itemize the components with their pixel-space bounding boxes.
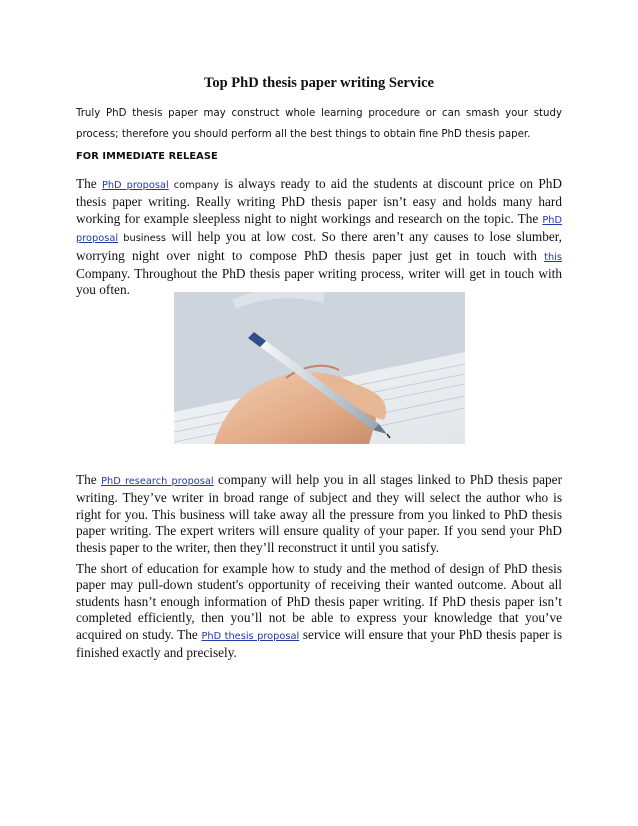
phd-proposal-link-2[interactable]: PhD proposal: [76, 214, 562, 245]
text: is always ready to aid the students at discount price on PhD thesis paper writing. Really writing PhD thesis paper isn’t easy and holds many hard working for example sleepless night to night workings and research on the topic. The: [76, 176, 562, 226]
intro-paragraph: Truly PhD thesis paper may construct whole learning procedure or can smash your study process; therefore you should perform all the best things to obtain fine PhD thesis paper.: [76, 108, 562, 140]
text: Company. Throughout the PhD thesis paper writing process, writer will get in touch with you often.: [76, 266, 562, 298]
text: The: [76, 176, 102, 191]
paragraph-1: [76, 176, 562, 299]
this-link[interactable]: this: [544, 251, 562, 263]
paragraph-3: [76, 561, 562, 661]
text: business: [118, 233, 166, 245]
text: The: [76, 472, 102, 487]
paragraph-2: [76, 472, 562, 556]
text: will help you at low cost. So there aren’t any causes to lose slumber, worrying night over night to compose PhD thesis paper just get in touch with: [76, 229, 562, 263]
document-title: Top PhD thesis paper writing Service: [204, 75, 434, 91]
phd-research-proposal-link[interactable]: PhD research proposal: [101, 476, 214, 487]
text: company will help you in all stages linked to PhD thesis paper writing. They’ve writer in broad range of subject and they will select the author who is right for you. This business will take away all the pressure from you linked to PhD thesis paper writing. The expert writers will ensure quality of your paper. If you send your PhD thesis paper to the writer, then they’ll reconstruct it until you satisfy.: [76, 472, 563, 555]
phd-proposal-link[interactable]: PhD proposal: [101, 180, 169, 191]
release-label: FOR IMMEDIATE RELEASE: [76, 151, 218, 162]
writing-photo: [174, 292, 465, 444]
text: company: [168, 180, 219, 191]
hand-writing-image: [174, 292, 465, 444]
phd-thesis-proposal-link[interactable]: PhD thesis proposal: [201, 630, 300, 642]
text: The short of education for example how to study and the method of design of PhD thesis paper may pull-down student's opportunity of receiving their wanted outcome. About all students hasn’t enough information of PhD thesis paper writing. If PhD thesis paper isn’t completed efficiently, then you’ll not be able to express your knowledge that you’ve acquired on study. The: [76, 561, 562, 642]
text: service will ensure that your PhD thesis paper is finished exactly and precisely.: [76, 626, 562, 661]
